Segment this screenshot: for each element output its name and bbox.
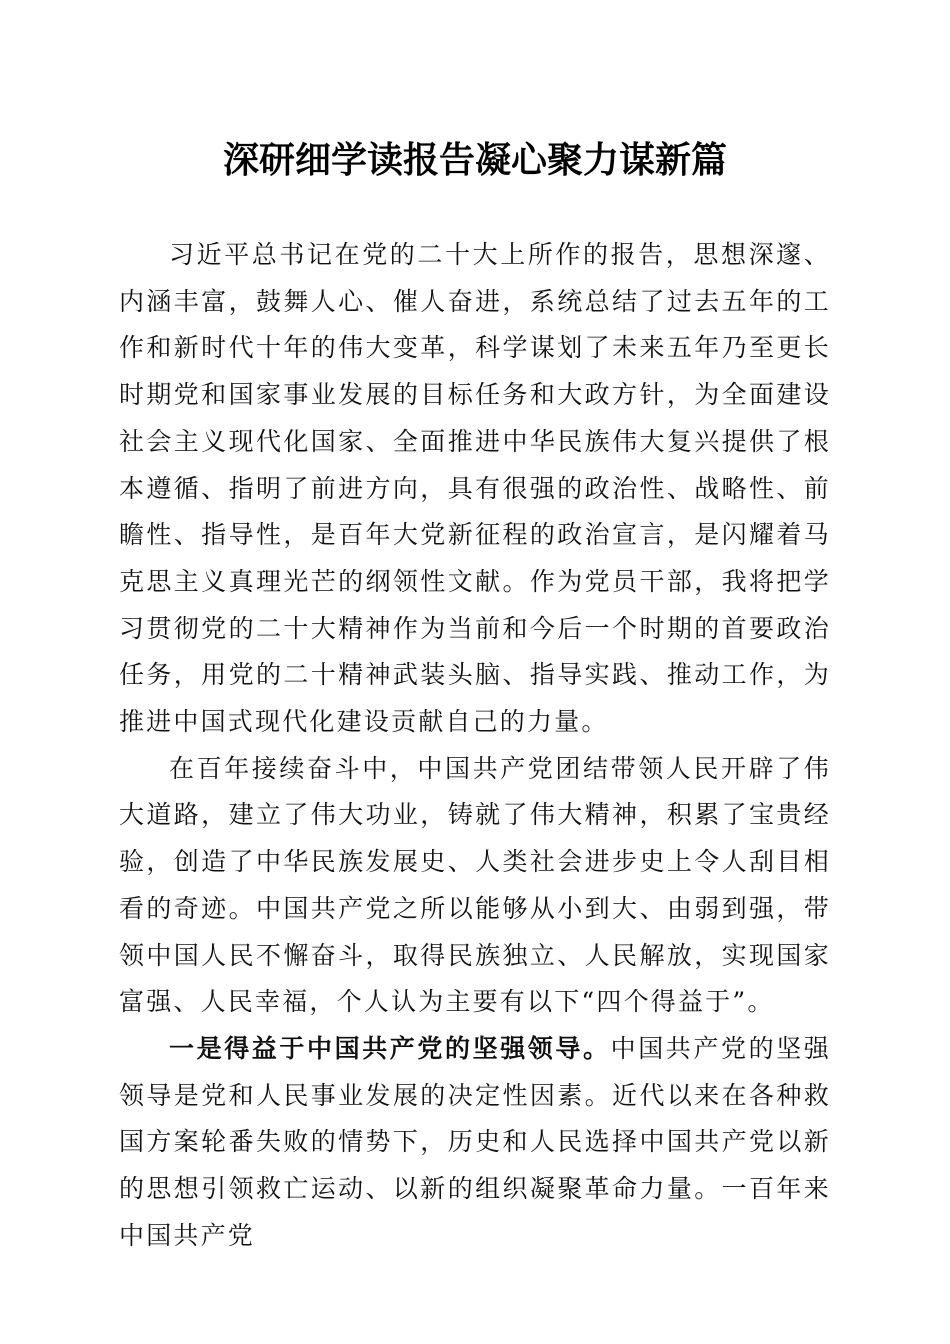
document-title: 深研细学读报告凝心聚力谋新篇 [222, 139, 727, 181]
paragraph-3-text: 中国共产党的坚强领导是党和人民事业发展的决定性因素。近代以来在各种救国方案轮番失败的情势下，历史和人民选择中国共产党以新的思想引领救亡运动、以新的组织凝聚革命力量。一百年来中国共产党 [119, 1033, 831, 1250]
paragraph-3-lead: 一是得益于中国共产党的坚强领导。 [169, 1033, 611, 1063]
paragraph-3 [119, 1026, 831, 1260]
paragraph-1 [119, 232, 831, 746]
paragraph-2 [119, 746, 831, 1026]
paragraph-1-text: 习近平总书记在党的二十大上所作的报告，思想深邃、内涵丰富，鼓舞人心、催人奋进，系统总结了过去五年的工作和新时代十年的伟大变革，科学谋划了未来五年乃至更长时期党和国家事业发展的目标任务和大政方针，为全面建设社会主义现代化国家、全面推进中华民族伟大复兴提供了根本遵循、指明了前进方向，具有很强的政治性、战略性、前瞻性、指导性，是百年大党新征程的政治宣言，是闪耀着马克思主义真理光芒的纲领性文献。作为党员干部，我将把学习贯彻党的二十大精神作为当前和今后一个时期的首要政治任务，用党的二十精神武装头脑、指导实践、推动工作，为推进中国式现代化建设贡献自己的力量。 [119, 240, 831, 737]
paragraph-2-text: 在百年接续奋斗中，中国共产党团结带领人民开辟了伟大道路，建立了伟大功业，铸就了伟大精神，积累了宝贵经验，创造了中华民族发展史、人类社会进步史上令人刮目相看的奇迹。中国共产党之所以能够从小到大、由弱到强，带领中国人民不懈奋斗，取得民族独立、人民解放，实现国家富强、人民幸福，个人认为主要有以下“四个得益于”。 [119, 753, 831, 1017]
document-body [119, 232, 831, 1259]
